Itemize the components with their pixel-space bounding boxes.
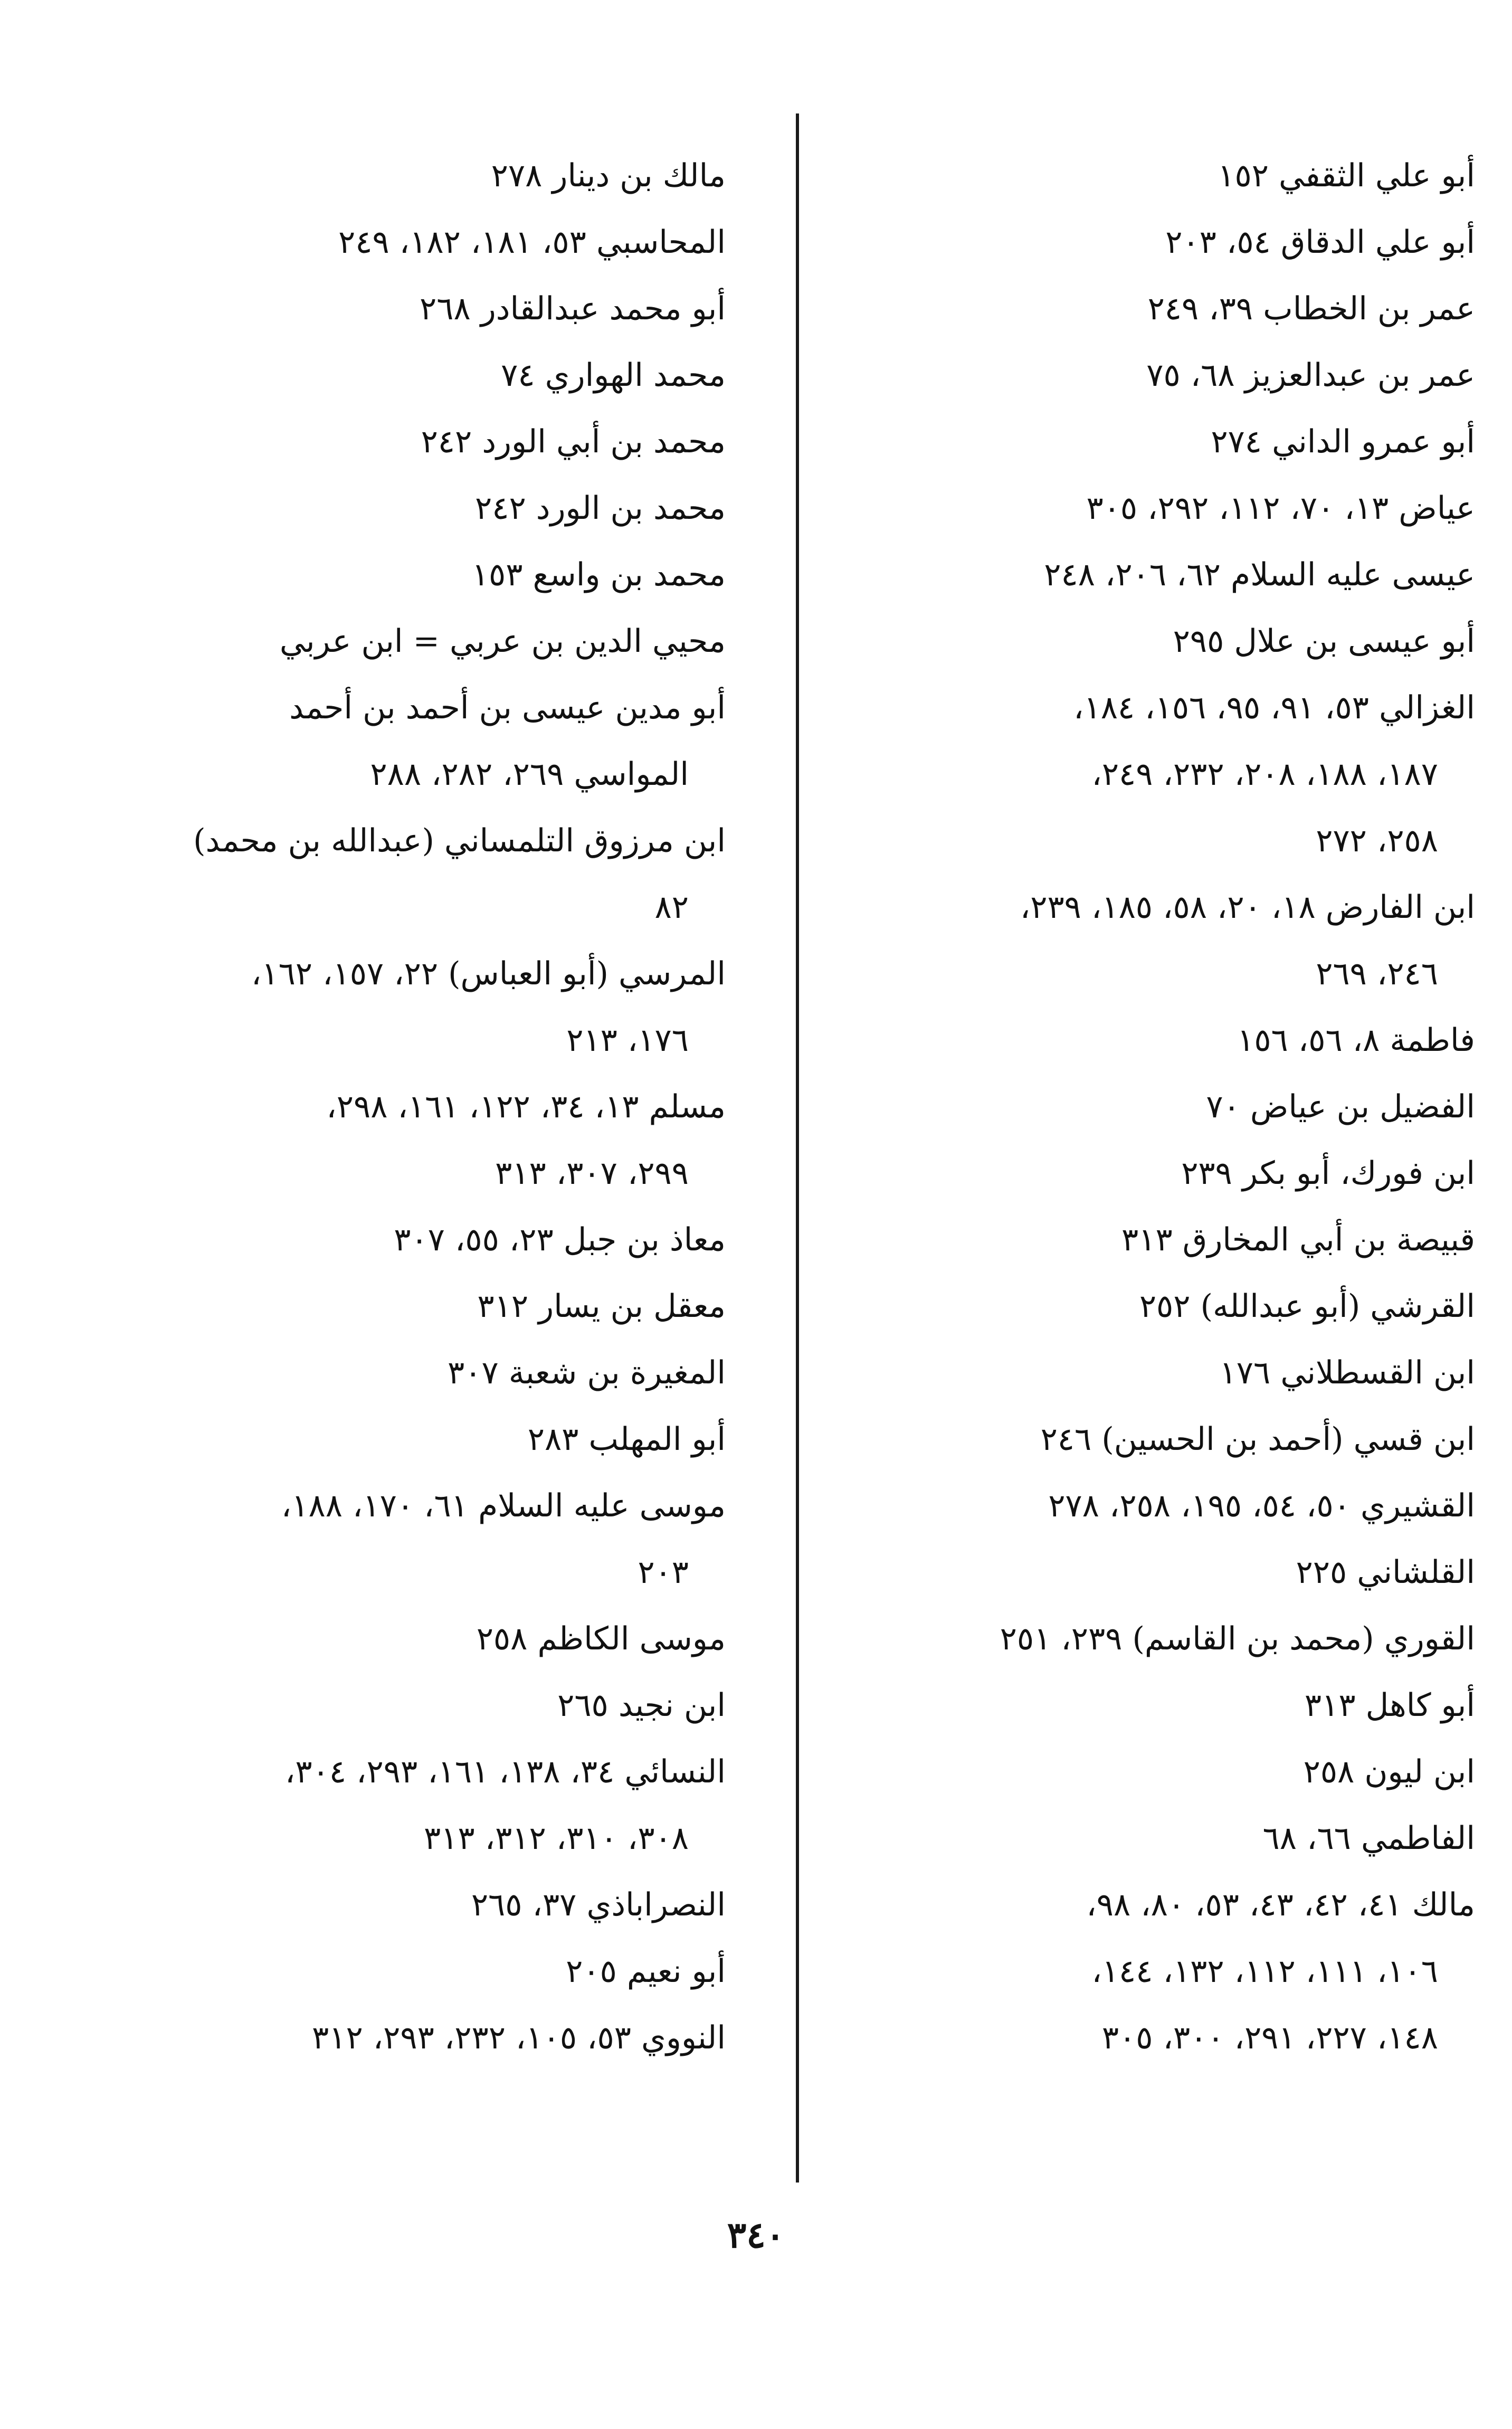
index-entry: عيسى عليه السلام ٦٢، ٢٠٦، ٢٤٨ bbox=[1044, 556, 1475, 593]
index-entry: المغيرة بن شعبة ٣٠٧ bbox=[448, 1354, 726, 1391]
index-entry: مسلم ١٣، ٣٤، ١٢٢، ١٦١، ٢٩٨، bbox=[326, 1088, 726, 1125]
index-entry: محمد بن الورد ٢٤٢ bbox=[475, 490, 726, 527]
index-entry: أبو علي الثقفي ١٥٢ bbox=[1218, 157, 1475, 194]
index-entry: ابن فورك، أبو بكر ٢٣٩ bbox=[1181, 1155, 1475, 1192]
index-entry: مالك ٤١، ٤٢، ٤٣، ٥٣، ٨٠، ٩٨، bbox=[1086, 1886, 1475, 1923]
index-entry-continuation: ٢٤٦، ٢٦٩ bbox=[1316, 955, 1438, 992]
index-entry: محيي الدين بن عربي = ابن عربي bbox=[279, 623, 726, 660]
index-entry: أبو عيسى بن علال ٢٩٥ bbox=[1173, 623, 1475, 660]
index-entry: عمر بن عبدالعزيز ٦٨، ٧٥ bbox=[1146, 357, 1475, 394]
index-entry-continuation: ١٨٧، ١٨٨، ٢٠٨، ٢٣٢، ٢٤٩، bbox=[1091, 756, 1438, 793]
index-entry: ابن القسطلاني ١٧٦ bbox=[1219, 1354, 1475, 1391]
index-entry: النسائي ٣٤، ١٣٨، ١٦١، ٢٩٣، ٣٠٤، bbox=[285, 1753, 726, 1790]
index-entry-continuation: ٨٢ bbox=[654, 889, 689, 926]
index-entry-continuation: ١٤٨، ٢٢٧، ٢٩١، ٣٠٠، ٣٠٥ bbox=[1101, 2019, 1438, 2056]
index-entry-continuation: ٣٠٨، ٣١٠، ٣١٢، ٣١٣ bbox=[423, 1820, 689, 1857]
index-entry: القشيري ٥٠، ٥٤، ١٩٥، ٢٥٨، ٢٧٨ bbox=[1048, 1487, 1475, 1524]
index-entry: معاذ بن جبل ٢٣، ٥٥، ٣٠٧ bbox=[394, 1221, 726, 1258]
index-entry: محمد بن أبي الورد ٢٤٢ bbox=[421, 423, 726, 460]
index-entry: موسى الكاظم ٢٥٨ bbox=[476, 1620, 726, 1657]
index-entry: أبو علي الدقاق ٥٤، ٢٠٣ bbox=[1165, 224, 1475, 261]
index-column-left bbox=[40, 143, 726, 2071]
index-entry-continuation: ٢٩٩، ٣٠٧، ٣١٣ bbox=[495, 1155, 689, 1192]
index-entry: القرشي (أبو عبدالله) ٢٥٢ bbox=[1139, 1288, 1475, 1325]
index-entry-continuation: المواسي ٢٦٩، ٢٨٢، ٢٨٨ bbox=[370, 756, 689, 793]
index-entry: موسى عليه السلام ٦١، ١٧٠، ١٨٨، bbox=[281, 1487, 726, 1524]
index-entry-continuation: ١٧٦، ٢١٣ bbox=[566, 1022, 689, 1059]
index-entry: النصراباذي ٣٧، ٢٦٥ bbox=[471, 1886, 726, 1923]
index-entry: أبو كاهل ٣١٣ bbox=[1304, 1687, 1475, 1724]
index-entry-continuation: ٢٠٣ bbox=[638, 1554, 689, 1591]
index-entry: المرسي (أبو العباس) ٢٢، ١٥٧، ١٦٢، bbox=[251, 955, 726, 992]
index-entry: محمد بن واسع ١٥٣ bbox=[471, 556, 726, 593]
index-entry: ابن ليون ٢٥٨ bbox=[1303, 1753, 1475, 1790]
index-entry: أبو محمد عبدالقادر ٢٦٨ bbox=[420, 290, 726, 327]
index-column-right bbox=[789, 143, 1475, 2071]
index-entry: الغزالي ٥٣، ٩١، ٩٥، ١٥٦، ١٨٤، bbox=[1073, 689, 1475, 726]
index-entry: معقل بن يسار ٣١٢ bbox=[477, 1288, 726, 1325]
page-number: ٣٤٠ bbox=[727, 2214, 785, 2256]
column-divider bbox=[796, 113, 799, 2183]
index-entry: أبو عمرو الداني ٢٧٤ bbox=[1211, 423, 1475, 460]
index-entry: الفضيل بن عياض ٧٠ bbox=[1206, 1088, 1475, 1125]
index-entry: القوري (محمد بن القاسم) ٢٣٩، ٢٥١ bbox=[1000, 1620, 1475, 1657]
index-entry: قبيصة بن أبي المخارق ٣١٣ bbox=[1121, 1221, 1475, 1258]
index-entry: أبو مدين عيسى بن أحمد بن أحمد bbox=[289, 689, 726, 726]
index-entry: مالك بن دينار ٢٧٨ bbox=[491, 157, 726, 194]
index-entry: الفاطمي ٦٦، ٦٨ bbox=[1262, 1820, 1475, 1857]
index-entry: أبو المهلب ٢٨٣ bbox=[527, 1421, 726, 1458]
index-entry: أبو نعيم ٢٠٥ bbox=[566, 1953, 726, 1990]
index-entry: ابن قسي (أحمد بن الحسين) ٢٤٦ bbox=[1040, 1421, 1475, 1458]
index-entry: القلشاني ٢٢٥ bbox=[1296, 1554, 1475, 1591]
index-entry: ابن نجيد ٢٦٥ bbox=[557, 1687, 726, 1724]
index-entry: المحاسبي ٥٣، ١٨١، ١٨٢، ٢٤٩ bbox=[338, 224, 726, 261]
index-entry: عمر بن الخطاب ٣٩، ٢٤٩ bbox=[1147, 290, 1475, 327]
index-entry: ابن الفارض ١٨، ٢٠، ٥٨، ١٨٥، ٢٣٩، bbox=[1020, 889, 1475, 926]
index-entry: فاطمة ٨، ٥٦، ١٥٦ bbox=[1237, 1022, 1475, 1059]
index-entry: عياض ١٣، ٧٠، ١١٢، ٢٩٢، ٣٠٥ bbox=[1086, 490, 1475, 527]
index-entry-continuation: ٢٥٨، ٢٧٢ bbox=[1316, 822, 1438, 859]
index-entry-continuation: ١٠٦، ١١١، ١١٢، ١٣٢، ١٤٤، bbox=[1091, 1953, 1438, 1990]
index-entry: ابن مرزوق التلمساني (عبدالله بن محمد) bbox=[193, 822, 726, 859]
index-entry: محمد الهواري ٧٤ bbox=[501, 357, 726, 394]
index-entry: النووي ٥٣، ١٠٥، ٢٣٢، ٢٩٣، ٣١٢ bbox=[311, 2019, 726, 2056]
